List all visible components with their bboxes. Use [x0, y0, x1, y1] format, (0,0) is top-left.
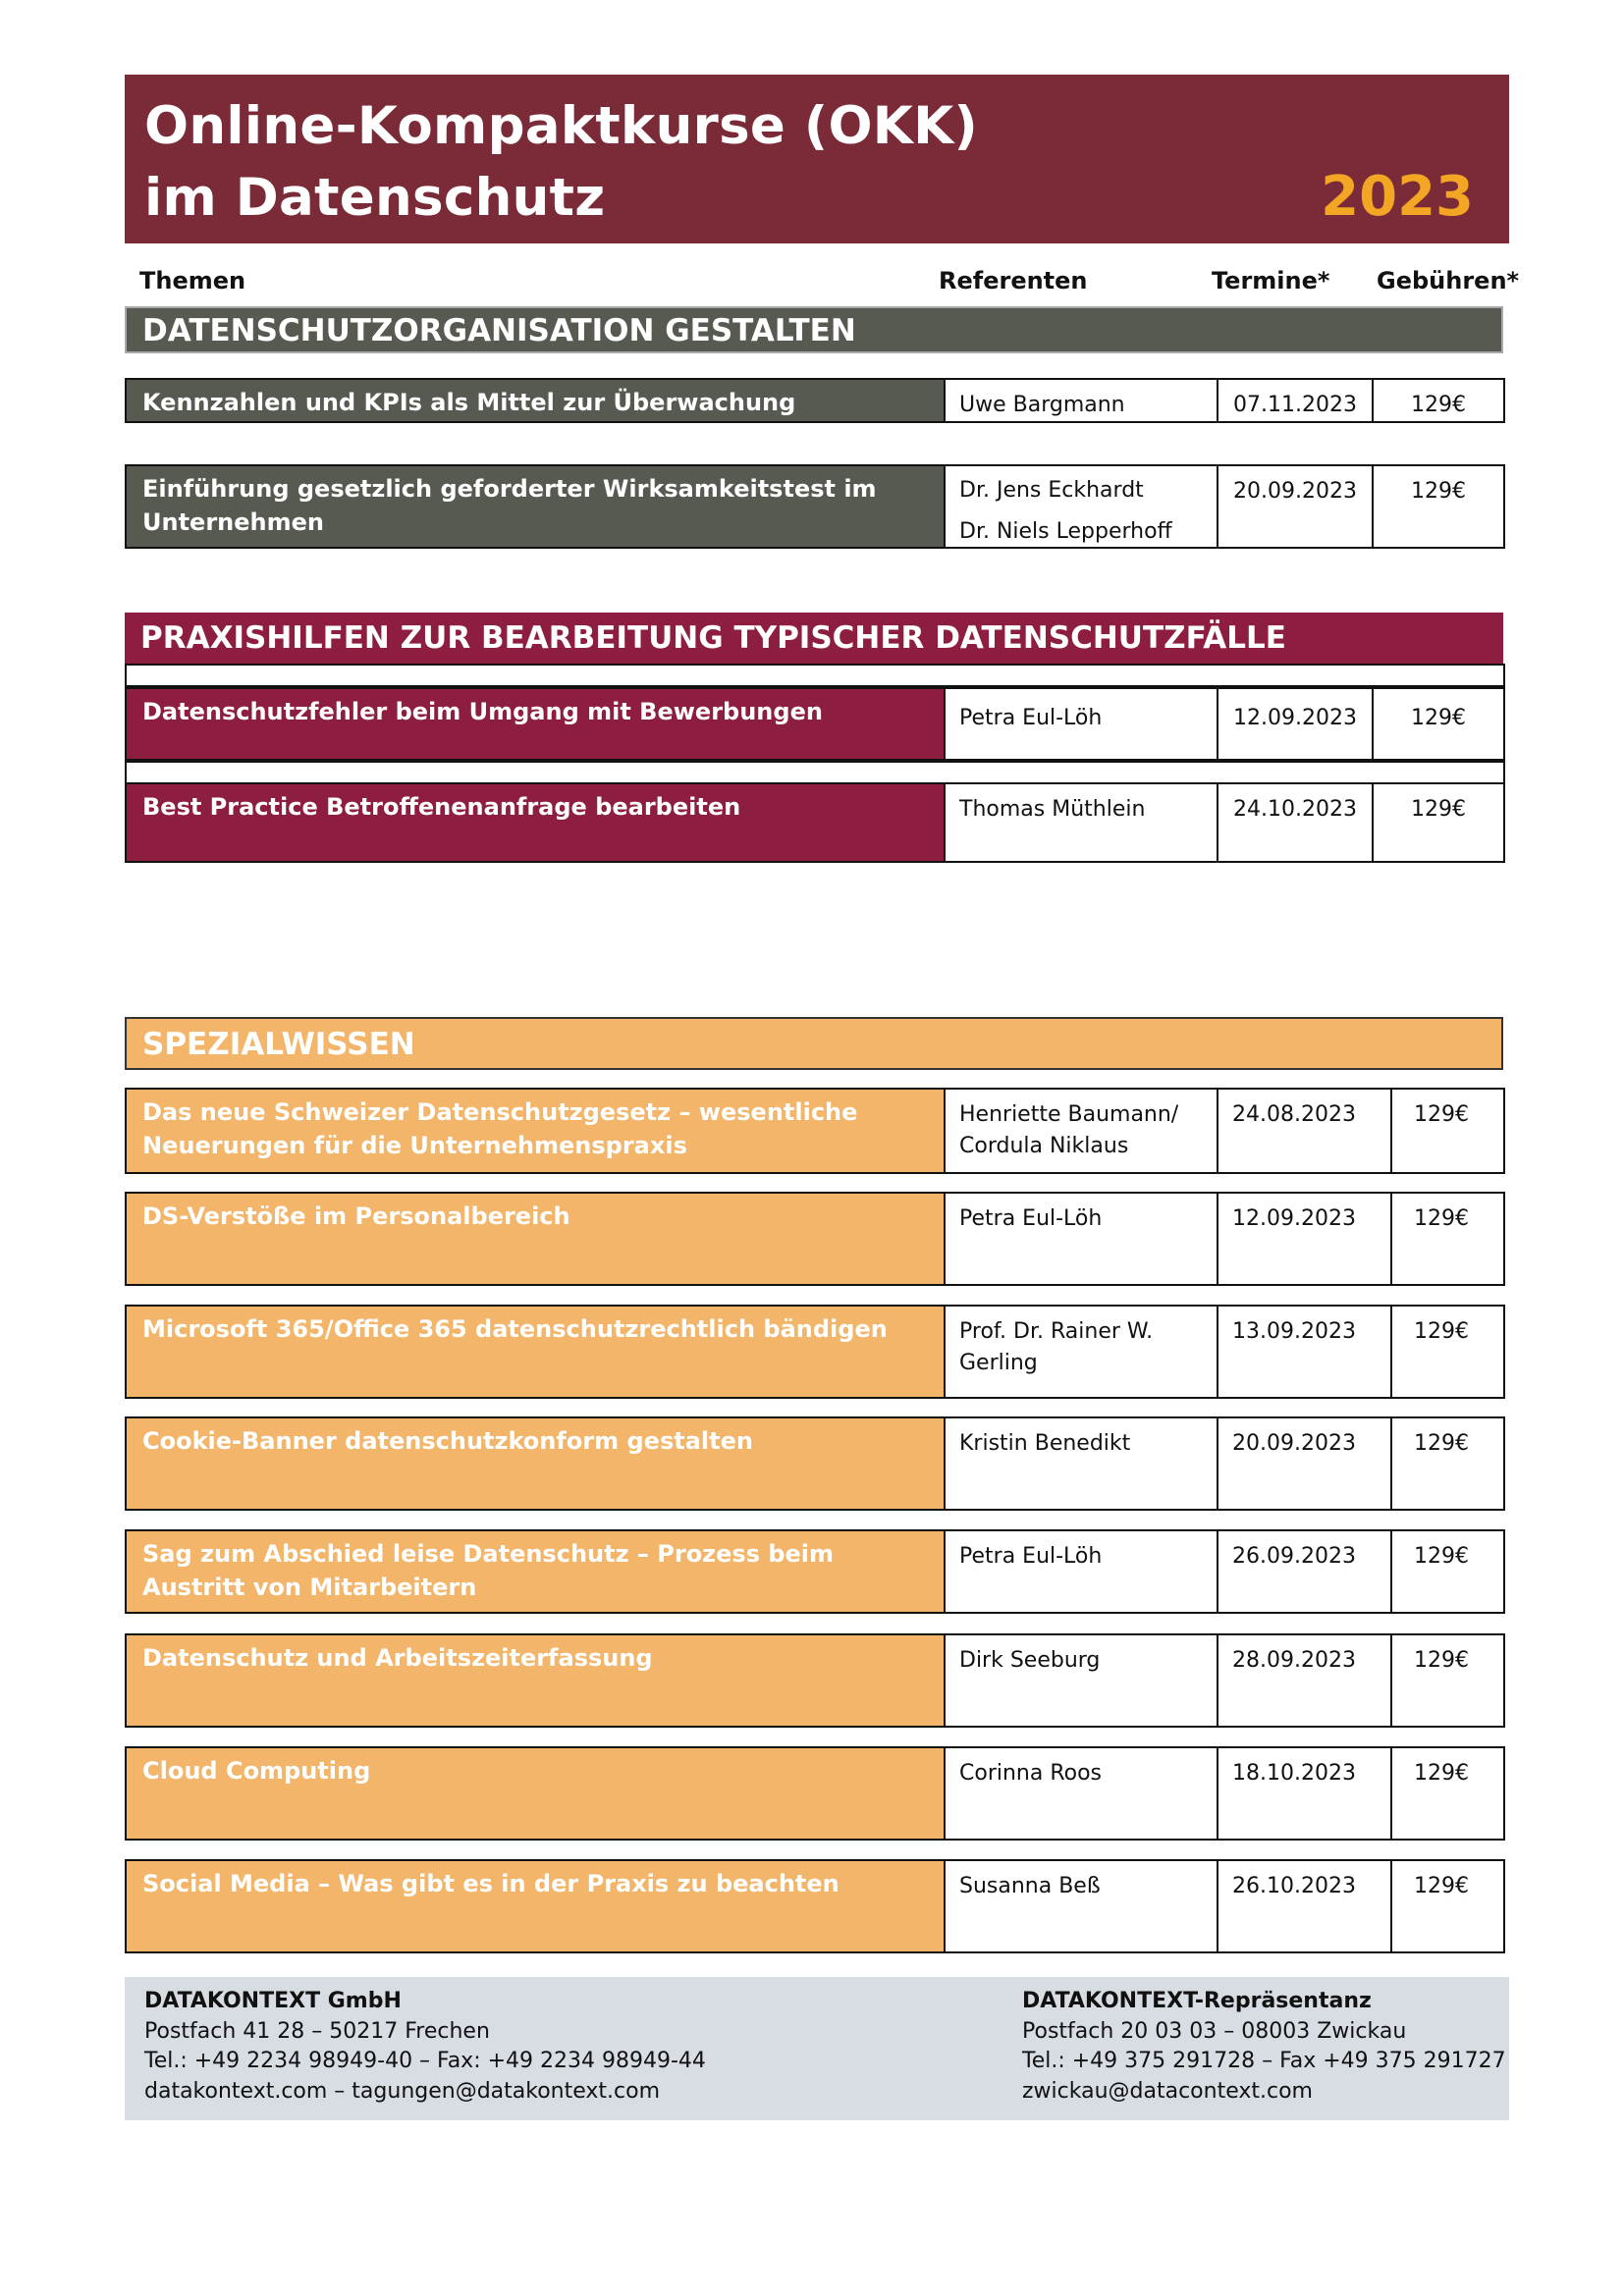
course-date: 20.09.2023 — [1218, 1418, 1392, 1509]
office-name: DATAKONTEXT-Repräsentanz — [1022, 1989, 1372, 2013]
course-topic: Das neue Schweizer Datenschutzgesetz – wesentliche Neuerungen für die Unternehmenspraxis — [127, 1090, 946, 1172]
course-date: 24.08.2023 — [1218, 1090, 1392, 1172]
course-date: 26.10.2023 — [1218, 1861, 1392, 1951]
course-fee: 129€ — [1414, 1319, 1469, 1344]
course-speakers — [946, 466, 1218, 547]
course-fee: 129€ — [1414, 1761, 1469, 1786]
course-speakers — [946, 1307, 1218, 1397]
section-title-praxishilfen: PRAXISHILFEN ZUR BEARBEITUNG TYPISCHER DATENSCHUTZFÄLLE — [125, 613, 1503, 664]
column-header-fees: Gebühren* — [1377, 267, 1520, 294]
year-label: 2023 — [1321, 165, 1474, 229]
footer-right — [1022, 1987, 1506, 2107]
course-fee: 129€ — [1414, 1102, 1469, 1127]
course-topic: Microsoft 365/Office 365 datenschutzrechtlich bändigen — [127, 1307, 946, 1397]
speaker: Cordula Niklaus — [959, 1134, 1129, 1158]
course-speakers — [946, 1748, 1218, 1839]
course-row — [125, 1529, 1505, 1614]
column-header-dates: Termine* — [1212, 267, 1330, 294]
speaker: Kristin Benedikt — [959, 1431, 1131, 1456]
course-date: 13.09.2023 — [1218, 1307, 1392, 1397]
course-speakers — [946, 1418, 1218, 1509]
page-title-line1: Online-Kompaktkurse (OKK) — [144, 96, 979, 156]
speaker: Thomas Müthlein — [959, 797, 1146, 822]
company-name: DATAKONTEXT GmbH — [144, 1989, 402, 2013]
course-date: 18.10.2023 — [1218, 1748, 1392, 1839]
course-fee: 129€ — [1411, 393, 1466, 417]
speaker: Dr. Jens Eckhardt — [959, 478, 1144, 503]
office-email: zwickau@datacontext.com — [1022, 2078, 1313, 2104]
course-row — [125, 1192, 1505, 1286]
course-speakers — [946, 1194, 1218, 1284]
course-topic: DS-Verstöße im Personalbereich — [127, 1194, 946, 1284]
course-topic: Datenschutz und Arbeitszeiterfassung — [127, 1635, 946, 1726]
course-speakers — [946, 380, 1218, 421]
course-topic: Kennzahlen und KPIs als Mittel zur Überwachung — [127, 380, 946, 421]
speaker: Corinna Roos — [959, 1761, 1103, 1786]
speaker: Petra Eul-Löh — [959, 706, 1103, 730]
course-row — [125, 378, 1505, 423]
company-phone: Tel.: +49 2234 98949-40 – Fax: +49 2234 98949-44 — [144, 2049, 706, 2073]
company-web: datakontext.com – tagungen@datakontext.com — [144, 2078, 661, 2104]
section-title-organisation: DATENSCHUTZORGANISATION GESTALTEN — [125, 306, 1503, 353]
course-topic: Social Media – Was gibt es in der Praxis zu beachten — [127, 1861, 946, 1951]
course-topic: Einführung gesetzlich geforderter Wirksamkeitstest im Unternehmen — [127, 466, 946, 547]
course-fee: 129€ — [1414, 1874, 1469, 1898]
course-row — [125, 782, 1505, 863]
course-fee: 129€ — [1411, 706, 1466, 730]
course-topic: Cookie-Banner datenschutzkonform gestalten — [127, 1418, 946, 1509]
page-title-line2: im Datenschutz — [144, 168, 606, 228]
course-date: 20.09.2023 — [1218, 466, 1374, 547]
course-fee: 129€ — [1411, 797, 1466, 822]
course-row — [125, 1859, 1505, 1953]
office-phone: Tel.: +49 375 291728 – Fax +49 375 291727 — [1022, 2049, 1506, 2073]
course-speakers — [946, 689, 1218, 759]
course-speakers — [946, 1861, 1218, 1951]
course-fee: 129€ — [1414, 1431, 1469, 1456]
footer-contact — [125, 1977, 1509, 2120]
header-banner — [125, 75, 1509, 243]
course-row — [125, 687, 1505, 761]
company-address: Postfach 41 28 – 50217 Frechen — [144, 2018, 490, 2044]
course-fee: 129€ — [1414, 1544, 1469, 1569]
course-row — [125, 1746, 1505, 1841]
course-speakers — [946, 1531, 1218, 1612]
office-address: Postfach 20 03 03 – 08003 Zwickau — [1022, 2018, 1407, 2044]
course-date: 12.09.2023 — [1218, 1194, 1392, 1284]
speaker: Dirk Seeburg — [959, 1648, 1101, 1673]
course-date: 07.11.2023 — [1218, 380, 1374, 421]
spacer-row — [125, 761, 1505, 784]
speaker: Prof. Dr. Rainer W. — [959, 1319, 1154, 1344]
course-fee: 129€ — [1414, 1648, 1469, 1673]
course-topic: Cloud Computing — [127, 1748, 946, 1839]
speaker: Susanna Beß — [959, 1874, 1101, 1898]
speaker: Uwe Bargmann — [959, 393, 1125, 417]
course-row — [125, 1416, 1505, 1511]
course-date: 24.10.2023 — [1218, 784, 1374, 861]
course-row — [125, 1633, 1505, 1728]
course-speakers — [946, 1090, 1218, 1172]
course-row — [125, 464, 1505, 549]
speaker: Petra Eul-Löh — [959, 1544, 1103, 1569]
course-row — [125, 1305, 1505, 1399]
course-date: 28.09.2023 — [1218, 1635, 1392, 1726]
speaker: Henriette Baumann/ — [959, 1102, 1179, 1127]
speaker: Gerling — [959, 1351, 1038, 1375]
speaker: Dr. Niels Lepperhoff — [959, 519, 1172, 544]
course-speakers — [946, 1635, 1218, 1726]
footer-left — [144, 1987, 706, 2107]
course-date: 12.09.2023 — [1218, 689, 1374, 759]
column-header-topics: Themen — [139, 267, 246, 294]
course-fee: 129€ — [1414, 1206, 1469, 1231]
course-row — [125, 1088, 1505, 1174]
course-fee: 129€ — [1411, 479, 1466, 504]
speaker: Petra Eul-Löh — [959, 1206, 1103, 1231]
column-header-speakers: Referenten — [939, 267, 1088, 294]
course-topic: Best Practice Betroffenenanfrage bearbeiten — [127, 784, 946, 861]
course-speakers — [946, 784, 1218, 861]
course-date: 26.09.2023 — [1218, 1531, 1392, 1612]
course-topic: Sag zum Abschied leise Datenschutz – Prozess beim Austritt von Mitarbeitern — [127, 1531, 946, 1612]
section-title-spezialwissen: SPEZIALWISSEN — [125, 1017, 1503, 1070]
spacer-row — [125, 664, 1505, 687]
course-topic: Datenschutzfehler beim Umgang mit Bewerbungen — [127, 689, 946, 759]
